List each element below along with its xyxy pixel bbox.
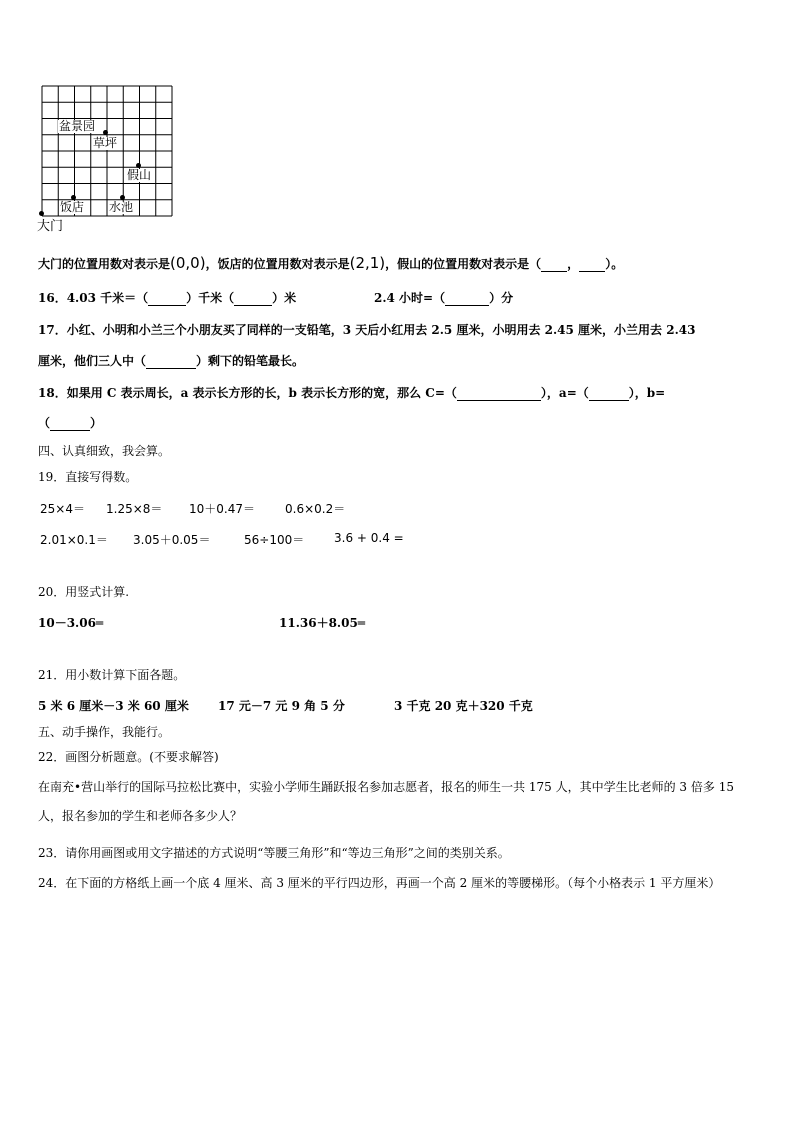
question-23: 23．请你用画图或用文字描述的方式说明“等腰三角形”和“等边三角形”之间的类别关系。 [38, 846, 510, 860]
section-4-heading: 四、认真细致，我会算。 [38, 444, 171, 458]
answer-blank[interactable] [234, 293, 272, 306]
answer-blank[interactable] [445, 293, 489, 306]
question-20-title: 20．用竖式计算. [38, 585, 130, 599]
question-24: 24．在下面的方格纸上画一个底 4 厘米、高 3 厘米的平行四边形，再画一个高 2 厘米的等腰梯形。（每个小格表示 1 平方厘米） [38, 876, 721, 890]
coordinate-map [36, 84, 176, 234]
question-18-line2 [38, 415, 102, 431]
q17-text2: ）剩下的铅笔最长。 [196, 354, 305, 368]
pair-restaurant: (2,1) [349, 254, 386, 272]
calc-item: 1.25×8＝ [106, 502, 163, 516]
answer-blank[interactable] [457, 388, 541, 401]
question-17-line1: 17．小红、小明和小兰三个小朋友买了同样的一支铅笔，3 天后小红用去 2.5 厘米，小明用去 2.45 厘米，小兰用去 2.43 [38, 323, 696, 337]
decimal-calc-item: 5 米 6 厘米－3 米 60 厘米 [38, 699, 189, 713]
question-16b [374, 290, 513, 306]
pair-gate: (0,0) [170, 254, 206, 272]
q18-text2: ），a=（ [540, 386, 589, 400]
vertical-calc-item: 11.36＋8.05═ [279, 616, 366, 630]
section-5-heading: 五、动手操作，我能行。 [38, 725, 171, 739]
label-gate: 大门 [37, 219, 64, 234]
question-17-line2 [38, 353, 304, 369]
question-22-title: 22．画图分析题意。(不要求解答) [38, 750, 219, 764]
label-restaurant: 饭店 [60, 200, 85, 214]
calc-item: 0.6×0.2＝ [285, 502, 346, 516]
lawn-dot [103, 130, 108, 135]
calc-item: 10＋0.47＝ [189, 502, 255, 516]
q18-text4: （ [38, 416, 51, 430]
q16-text4: 2.4 小时=（ [374, 291, 446, 305]
q17-text1: 厘米，他们三人中（ [38, 354, 147, 368]
map-question-part2: ，饭店的位置用数对表示是 [205, 257, 350, 271]
answer-blank[interactable] [148, 293, 186, 306]
decimal-calc-item: 3 千克 20 克＋320 千克 [394, 699, 533, 713]
q16-text3: ）米 [272, 291, 297, 305]
q18-text5: ） [90, 416, 103, 430]
separator: ， [567, 257, 580, 271]
q18-text3: ），b= [628, 386, 666, 400]
answer-blank[interactable] [146, 356, 196, 369]
question-21-title: 21．用小数计算下面各题。 [38, 668, 186, 682]
q16-text2: ）千米（ [186, 291, 235, 305]
calc-item: 2.01×0.1＝ [40, 533, 108, 547]
label-lawn: 草坪 [93, 136, 118, 150]
label-garden: 盆景园 [59, 119, 96, 133]
calc-item: 3.05＋0.05＝ [133, 533, 211, 547]
question-22-body: 在南充•营山举行的国际马拉松比赛中，实验小学师生踊跃报名参加志愿者，报名的师生一共 175 人，其中学生比老师的 3 倍多 15 人，报名参加的学生和老师各多少人？ [38, 780, 734, 823]
q16-text1: 16．4.03 千米＝（ [38, 291, 149, 305]
answer-blank[interactable] [541, 259, 567, 272]
q18-text1: 18．如果用 C 表示周长，a 表示长方形的长，b 表示长方形的宽，那么 C=（ [38, 386, 457, 400]
gate-dot [39, 211, 44, 216]
answer-blank[interactable] [579, 259, 605, 272]
answer-blank[interactable] [589, 388, 629, 401]
calc-item: 56÷100＝ [244, 533, 305, 547]
decimal-calc-item: 17 元－7 元 9 角 5 分 [218, 699, 345, 713]
map-question-part1: 大门的位置用数对表示是 [38, 257, 171, 271]
vertical-calc-item: 10－3.06═ [38, 616, 104, 630]
label-pool: 水池 [109, 200, 134, 214]
question-16 [38, 290, 296, 306]
answer-blank[interactable] [50, 418, 90, 431]
label-rockery: 假山 [127, 168, 152, 182]
map-question-part3: ，假山的位置用数对表示是（ [385, 257, 542, 271]
calc-item: 25×4＝ [40, 502, 85, 516]
map-question [38, 255, 623, 272]
map-question-end: ）。 [605, 257, 624, 271]
question-18-line1 [38, 385, 665, 401]
q16-text5: ）分 [489, 291, 514, 305]
question-19-title: 19．直接写得数。 [38, 470, 138, 484]
grid-lines [36, 84, 176, 234]
calc-item: 3.6 + 0.4 = [334, 531, 404, 545]
